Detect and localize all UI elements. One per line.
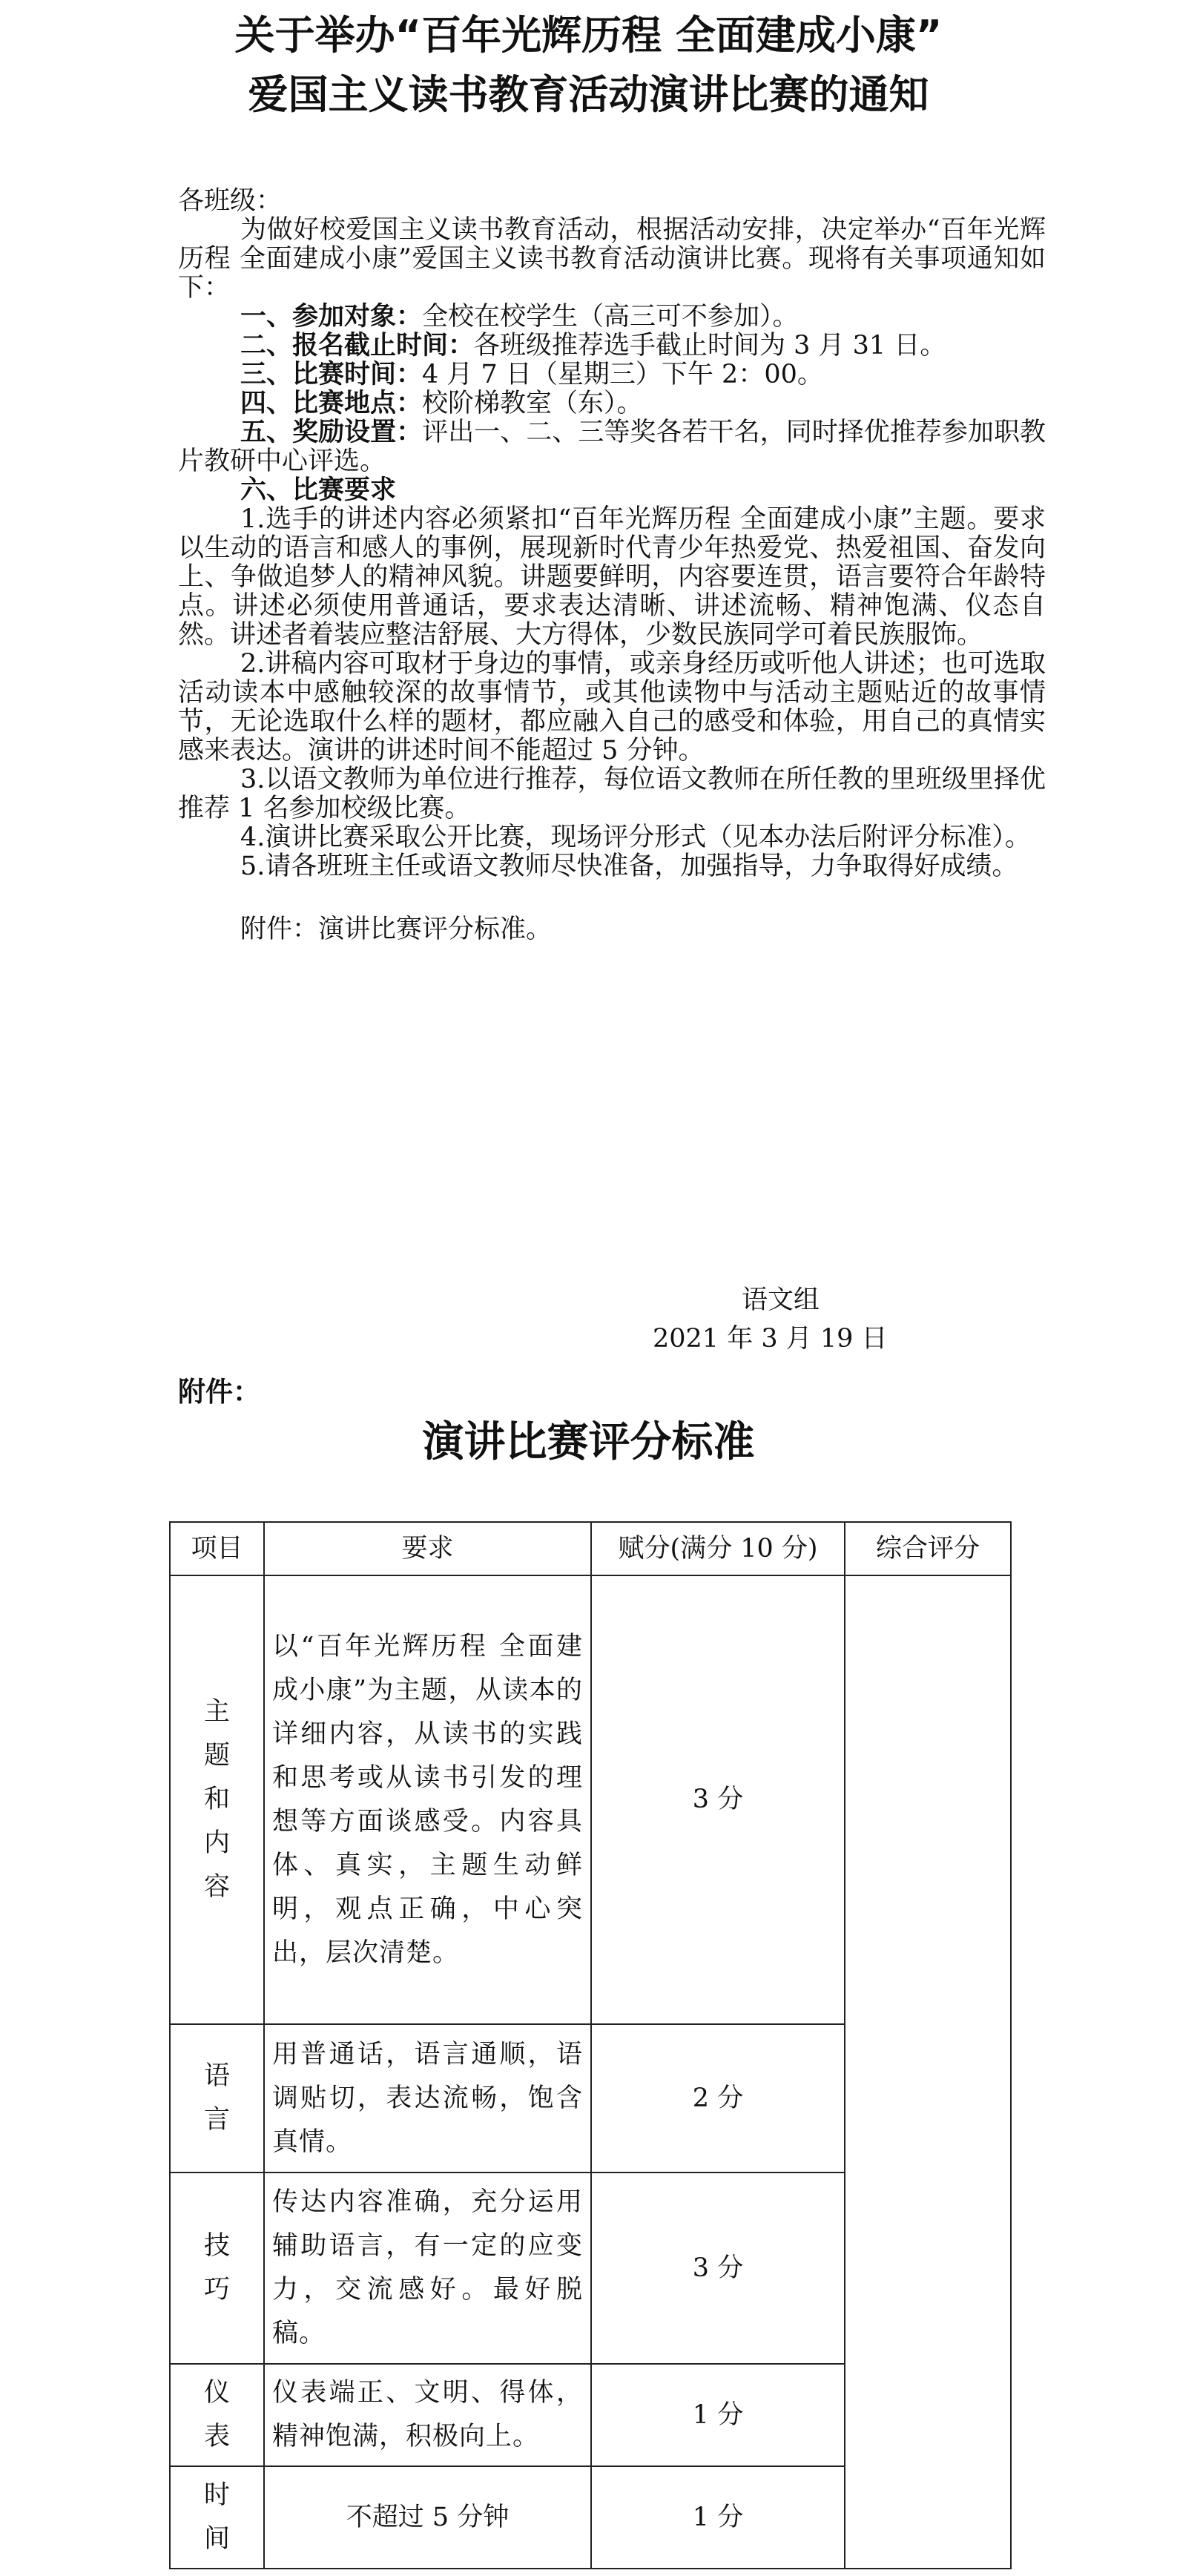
score-cell: 1 分: [591, 2364, 845, 2466]
item-text: 各班级推荐选手截止时间为 3 月 31 日。: [474, 331, 946, 360]
scoring-table: [169, 1521, 1012, 2569]
requirement-cell: 以“百年光辉历程 全面建成小康”为主题，从读本的详细内容，从读书的实践和思考或从读书引发的理想等方面谈感受。内容具体、真实，主题生动鲜明，观点正确，中心突出，层次清楚。: [264, 1575, 591, 2024]
requirement-paragraph: 1.选手的讲述内容必须紧扣“百年光辉历程 全面建成小康”主题。要求以生动的语言和感人的事例，展现新时代青少年热爱党、热爱祖国、奋发向上、争做追梦人的精神风貌。讲题要鲜明，内容要连贯，语言要符合年龄特点。讲述必须使用普通话，要求表达清晰、讲述流畅、精神饱满、仪态自然。讲述者着装应整洁舒展、大方得体，少数民族同学可着民族服饰。: [178, 504, 1046, 650]
notice-title-line1: 关于举办“百年光辉历程 全面建成小康”: [234, 12, 943, 59]
requirement-paragraph: 3.以语文教师为单位进行推荐，每位语文教师在所任教的里班级里择优推荐 1 名参加校级比赛。: [178, 765, 1046, 823]
item-cell: 仪 表: [170, 2364, 264, 2466]
requirement-paragraph: 5.请各班班主任或语文教师尽快准备，加强指导，力争取得好成绩。: [240, 851, 1018, 881]
item-label: 一、参加对象：: [240, 302, 423, 332]
item-label: 四、比赛地点：: [240, 389, 423, 418]
attachment-note: 附件：演讲比赛评分标准。: [240, 915, 553, 944]
salutation: 各班级：: [178, 186, 283, 216]
table-header-row: [170, 1522, 1011, 1575]
item-text: 全校在校学生（高三可不参加）。: [422, 302, 799, 332]
table-row: [170, 1575, 1011, 2024]
item-label: 二、报名截止时间：: [240, 331, 475, 360]
score-cell: 3 分: [591, 2173, 845, 2364]
attachment-title: 演讲比赛评分标准: [422, 1418, 755, 1466]
requirement-cell: 传达内容准确，充分运用辅助语言，有一定的应变力，交流感好。最好脱稿。: [264, 2173, 591, 2364]
requirement-cell: 仪表端正、文明、得体，精神饱满，积极向上。: [264, 2364, 591, 2466]
notice-body: [178, 216, 1046, 944]
notice-item: [178, 332, 1046, 360]
item-text: 校阶梯教室（东）。: [422, 389, 643, 418]
notice-title-line2: 爱国主义读书教育活动演讲比赛的通知: [248, 71, 929, 118]
header-overall: 综合评分: [845, 1522, 1011, 1575]
item-cell: 语 言: [170, 2024, 264, 2173]
attachment-label: 附件：: [178, 1376, 260, 1408]
header-score: 赋分(满分 10 分): [591, 1522, 845, 1575]
item-cell: 时 间: [170, 2466, 264, 2569]
score-cell: 3 分: [591, 1575, 845, 2024]
notice-date: 2021 年 3 月 19 日: [653, 1324, 888, 1354]
notice-item: [178, 389, 1046, 418]
item-cell: 技 巧: [170, 2173, 264, 2364]
score-cell: 2 分: [591, 2024, 845, 2173]
item-text: 4 月 7 日（星期三）下午 2：00。: [422, 360, 823, 389]
header-requirement: 要求: [264, 1522, 591, 1575]
notice-item: [178, 418, 1046, 476]
overall-score-cell: [845, 1575, 1011, 2569]
item-label: 三、比赛时间：: [240, 360, 423, 389]
requirement-cell: 用普通话，语言通顺，语调贴切，表达流畅，饱含真情。: [264, 2024, 591, 2173]
requirements-heading: 六、比赛要求: [240, 475, 397, 505]
notice-item: [178, 303, 1046, 332]
signature: 语文组: [742, 1285, 820, 1315]
item-text: 评出一、二、三等奖各若干名，同时择优推荐参加职教片教研中心评选。: [178, 418, 1046, 476]
requirement-paragraph: 4.演讲比赛采取公开比赛，现场评分形式（见本办法后附评分标准）。: [240, 823, 1031, 852]
requirement-cell: 不超过 5 分钟: [264, 2466, 591, 2569]
requirement-paragraph: 2.讲稿内容可取材于身边的事情，或亲身经历或听他人讲述；也可选取活动读本中感触较深的故事情节，或其他读物中与活动主题贴近的故事情节，无论选取什么样的题材，都应融入自己的感受和体验，用自己的真情实感来表达。演讲的讲述时间不能超过 5 分钟。: [178, 649, 1046, 765]
intro-paragraph: 为做好校爱国主义读书教育活动，根据活动安排，决定举办“百年光辉历程 全面建成小康”爱国主义读书教育活动演讲比赛。现将有关事项通知如下：: [178, 215, 1046, 303]
item-cell: 主 题 和 内 容: [170, 1575, 264, 2024]
item-label: 五、奖励设置：: [240, 418, 423, 447]
score-cell: 1 分: [591, 2466, 845, 2569]
notice-item: [178, 360, 1046, 389]
header-item: 项目: [170, 1522, 264, 1575]
